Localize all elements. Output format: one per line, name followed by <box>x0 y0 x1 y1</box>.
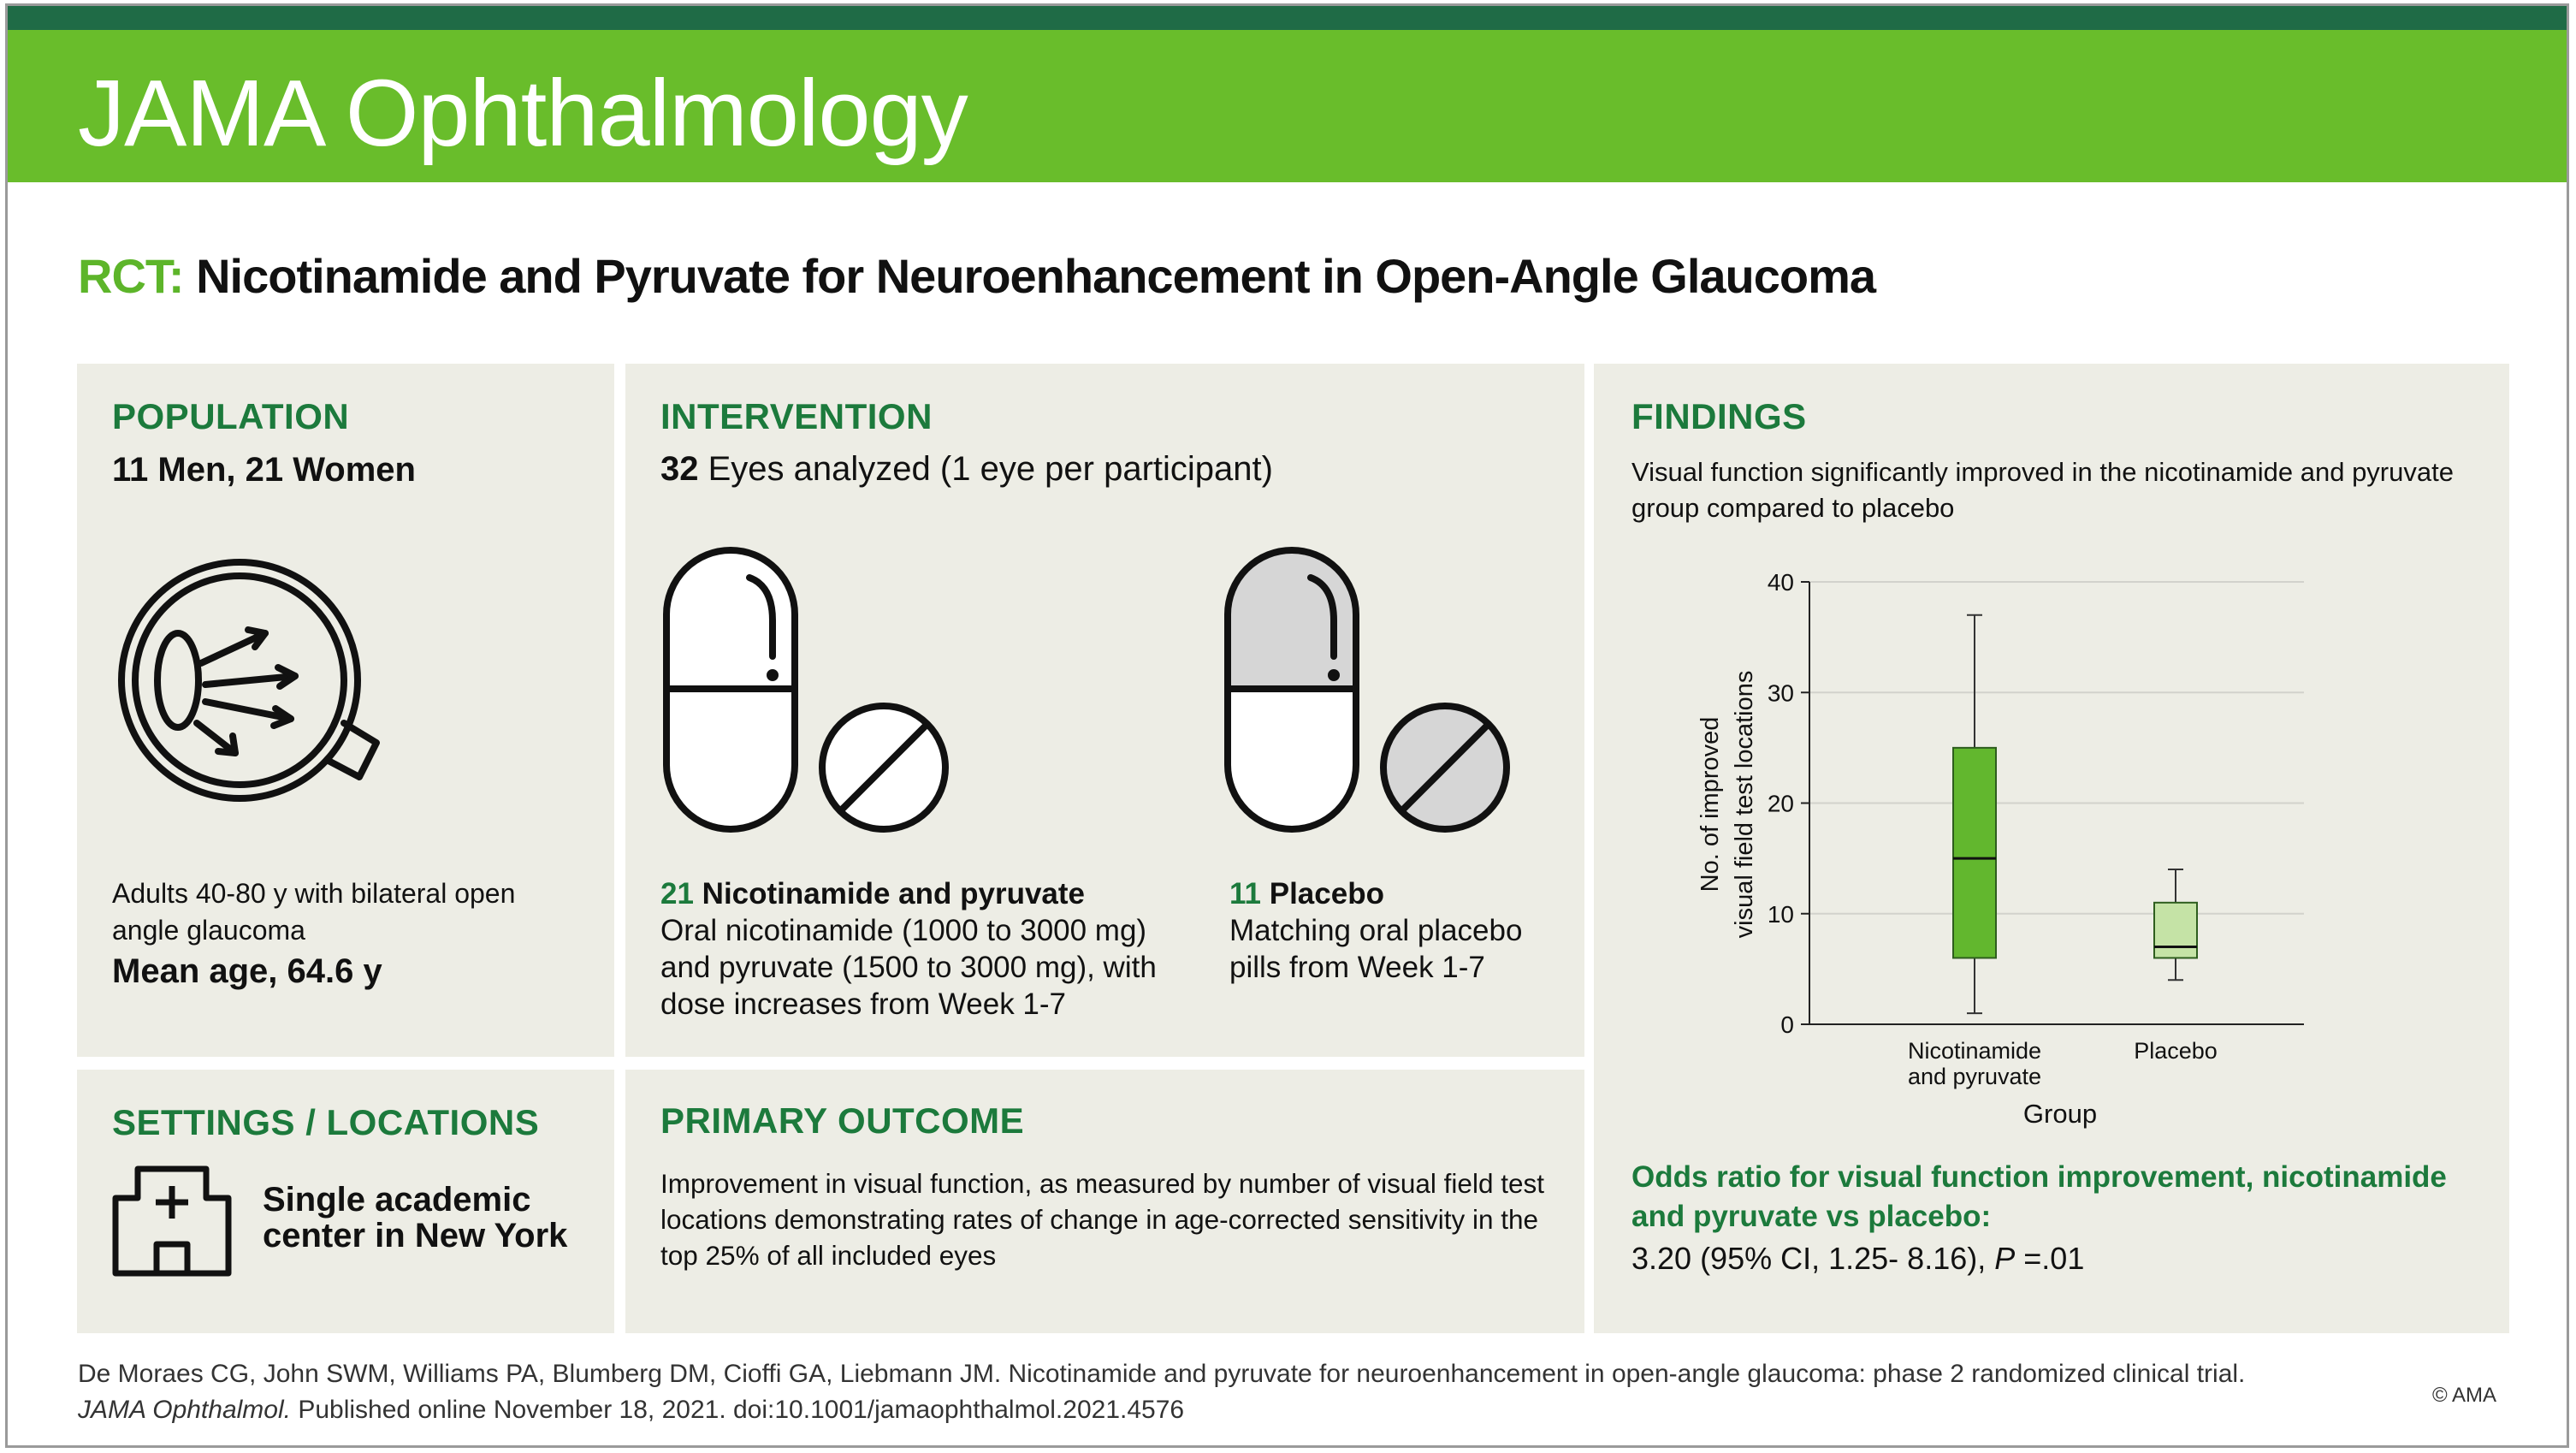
primary-outcome-text: Improvement in visual function, as measured by number of visual field test locations demonstrating rates of change in age-corrected sensitivity in the top 25% of all included eyes <box>660 1168 1544 1271</box>
arm-nicotinamide-number: 21 <box>660 877 694 910</box>
x-axis-label: Group <box>2022 1099 2098 1129</box>
odds-value: 3.20 (95% CI, 1.25- 8.16), <box>1631 1241 1987 1276</box>
box-plot-chart <box>1594 364 2509 1134</box>
arm-nicotinamide-description: Oral nicotinamide (1000 to 3000 mg) and pyruvate (1500 to 3000 mg), with dose increases from Week 1-7 <box>660 914 1157 1021</box>
y-tick-label: 20 <box>1767 790 1794 817</box>
primary-outcome-panel <box>625 1070 1584 1333</box>
p-value: =.01 <box>2023 1241 2085 1276</box>
arm-placebo-name: Placebo <box>1269 877 1384 910</box>
x-tick-label-line2: and pyruvate <box>1907 1064 2042 1089</box>
infographic-frame <box>5 3 2569 1448</box>
hospital-icon <box>112 1165 232 1277</box>
citation-text: De Moraes CG, John SWM, Williams PA, Blumberg DM, Cioffi GA, Liebmann JM. Nicotinamide and pyruvate for neuroenhancement in open-angle glaucoma: phase 2 randomized clinical trial. <box>78 1360 2246 1388</box>
findings-panel <box>1594 364 2509 1333</box>
arm-placebo <box>1229 875 1554 986</box>
population-panel <box>77 364 614 1057</box>
settings-line2: center in New York <box>263 1217 568 1254</box>
eye-icon <box>111 556 411 839</box>
p-label: P <box>1994 1241 2016 1276</box>
eyes-text: Eyes analyzed (1 eye per participant) <box>708 450 1273 488</box>
odds-heading: Odds ratio for visual function improvement, nicotinamide and pyruvate vs placebo: <box>1631 1160 2447 1233</box>
population-description: Adults 40-80 y with bilateral open angle glaucoma <box>112 878 516 946</box>
settings-heading: SETTINGS / LOCATIONS <box>112 1102 540 1142</box>
box-iqr <box>2154 903 2197 958</box>
y-axis-label-line1: No. of improved <box>1697 716 1724 893</box>
copyright: © AMA <box>2432 1384 2497 1407</box>
x-tick-label: Placebo <box>2134 1038 2218 1064</box>
intervention-heading: INTERVENTION <box>660 396 933 436</box>
odds-value-line <box>1631 1240 2084 1277</box>
eyes-number: 32 <box>660 450 699 488</box>
published-info: Published online November 18, 2021. doi:10.1001/jamaophthalmol.2021.4576 <box>298 1396 1185 1424</box>
title-text: Nicotinamide and Pyruvate for Neuroenhancement in Open-Angle Glaucoma <box>196 249 1876 303</box>
arm-placebo-number: 11 <box>1229 877 1261 910</box>
box-iqr <box>1953 748 1996 958</box>
settings-line1: Single academic <box>263 1181 531 1219</box>
header-banner <box>8 30 2567 182</box>
journal-abbrev: JAMA Ophthalmol. <box>78 1396 291 1424</box>
journal-title: JAMA Ophthalmology <box>78 61 968 166</box>
population-mean-age: Mean age, 64.6 y <box>112 952 382 990</box>
top-stripe <box>8 6 2567 30</box>
settings-panel <box>77 1070 614 1333</box>
pill-icon <box>660 543 959 843</box>
x-tick-label: Nicotinamide <box>1907 1038 2042 1064</box>
title-prefix: RCT: <box>78 249 184 303</box>
y-tick-label: 10 <box>1767 900 1794 928</box>
placebo-pill-icon <box>1221 543 1520 843</box>
primary-outcome-heading: PRIMARY OUTCOME <box>660 1100 1025 1141</box>
population-heading: POPULATION <box>112 396 350 436</box>
findings-heading: FINDINGS <box>1631 396 1807 436</box>
citation <box>78 1356 2473 1428</box>
page-title <box>78 248 1875 304</box>
intervention-panel <box>625 364 1584 1057</box>
arm-nicotinamide-name: Nicotinamide and pyruvate <box>702 877 1085 910</box>
arm-placebo-description: Matching oral placebo pills from Week 1-7 <box>1229 914 1523 984</box>
y-tick-label: 0 <box>1780 1011 1794 1038</box>
findings-text: Visual function significantly improved in the nicotinamide and pyruvate group compared to placebo <box>1631 457 2454 523</box>
arm-nicotinamide <box>660 875 1191 1023</box>
population-count: 11 Men, 21 Women <box>112 451 416 489</box>
eyes-analyzed <box>660 451 1273 488</box>
y-tick-label: 40 <box>1767 569 1794 596</box>
y-tick-label: 30 <box>1767 679 1794 707</box>
y-axis-label-line2: visual field test locations <box>1731 670 1758 939</box>
